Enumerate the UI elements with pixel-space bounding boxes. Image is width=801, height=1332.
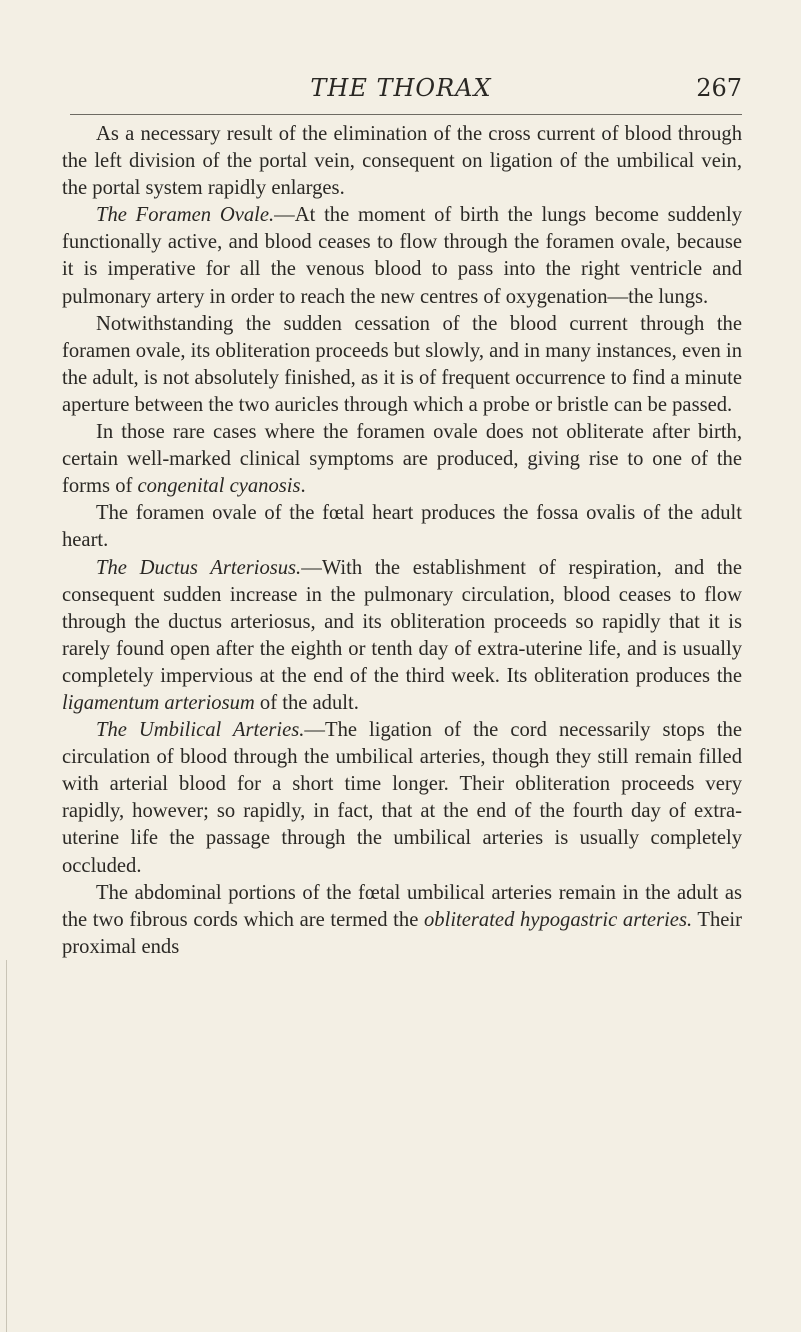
- running-title: THE THORAX: [310, 74, 492, 102]
- italic-term: ligamentum arteriosum: [62, 691, 255, 714]
- italic-term: obliterated hypogastric arteries.: [424, 908, 693, 931]
- paragraph-cyanosis: In those rare cases where the foramen ovale does not obliterate after birth, certain well-marked clinical symptoms are produced, giving rise to one of the forms of congenital cyanosis.: [62, 421, 742, 498]
- page-header: [60, 74, 742, 112]
- italic-term: congenital cyanosis: [137, 475, 301, 498]
- paragraph-fossa-ovalis: The foramen ovale of the fœtal heart produces the fossa ovalis of the adult heart.: [62, 502, 742, 552]
- section-heading: The Ductus Arteriosus.: [96, 556, 302, 579]
- paragraph-ductus-arteriosus: The Ductus Arteriosus.—With the establishment of respiration, and the consequent sudden increase in the pulmonary circulation, blood ceases to flow through the ductus arteriosus, and its obliteration proceeds so rapidly that it is rarely found open after the eighth or tenth day of extra-uterine life, and is usually completely impervious at the end of the third week. Its obliteration produces the ligamentum arteriosum of the adult.: [62, 556, 742, 714]
- section-heading: The Foramen Ovale.: [96, 204, 275, 227]
- paragraph-hypogastric: The abdominal portions of the fœtal umbilical arteries remain in the adult as the two fibrous cords which are termed the obliterated hypogastric arteries. Their proximal ends: [62, 881, 742, 958]
- paragraph-portal-system: As a necessary result of the elimination of the cross current of blood through the left division of the portal vein, consequent on ligation of the umbilical vein, the portal system rapidly enlarges.: [62, 123, 742, 200]
- paragraph-foramen-ovale: The Foramen Ovale.—At the moment of birth the lungs become suddenly functionally active, and blood ceases to flow through the foramen ovale, because it is imperative for all the venous blood to pass into the right ventricle and pulmonary artery in order to reach the new centres of oxygenation—the lungs.: [62, 204, 742, 308]
- body-text: [62, 121, 742, 961]
- header-rule: [70, 114, 742, 115]
- page-edge-line: [6, 960, 7, 1332]
- page-number: 267: [696, 74, 742, 102]
- paragraph-umbilical-arteries: The Umbilical Arteries.—The ligation of the cord necessarily stops the circulation of blood through the umbilical arteries, though they still remain filled with arterial blood for a short time longer. Their obliteration proceeds very rapidly, however; so rapidly, in fact, that at the end of the fourth day of extra-uterine life the passage through the umbilical arteries is usually completely occluded.: [62, 719, 742, 877]
- section-heading: The Umbilical Arteries.: [96, 719, 305, 742]
- paragraph-obliteration: Notwithstanding the sudden cessation of the blood current through the foramen ovale, its obliteration proceeds but slowly, and in many instances, even in the adult, is not absolutely finished, as it is of frequent occurrence to find a minute aperture between the two auricles through which a probe or bristle can be passed.: [62, 312, 742, 416]
